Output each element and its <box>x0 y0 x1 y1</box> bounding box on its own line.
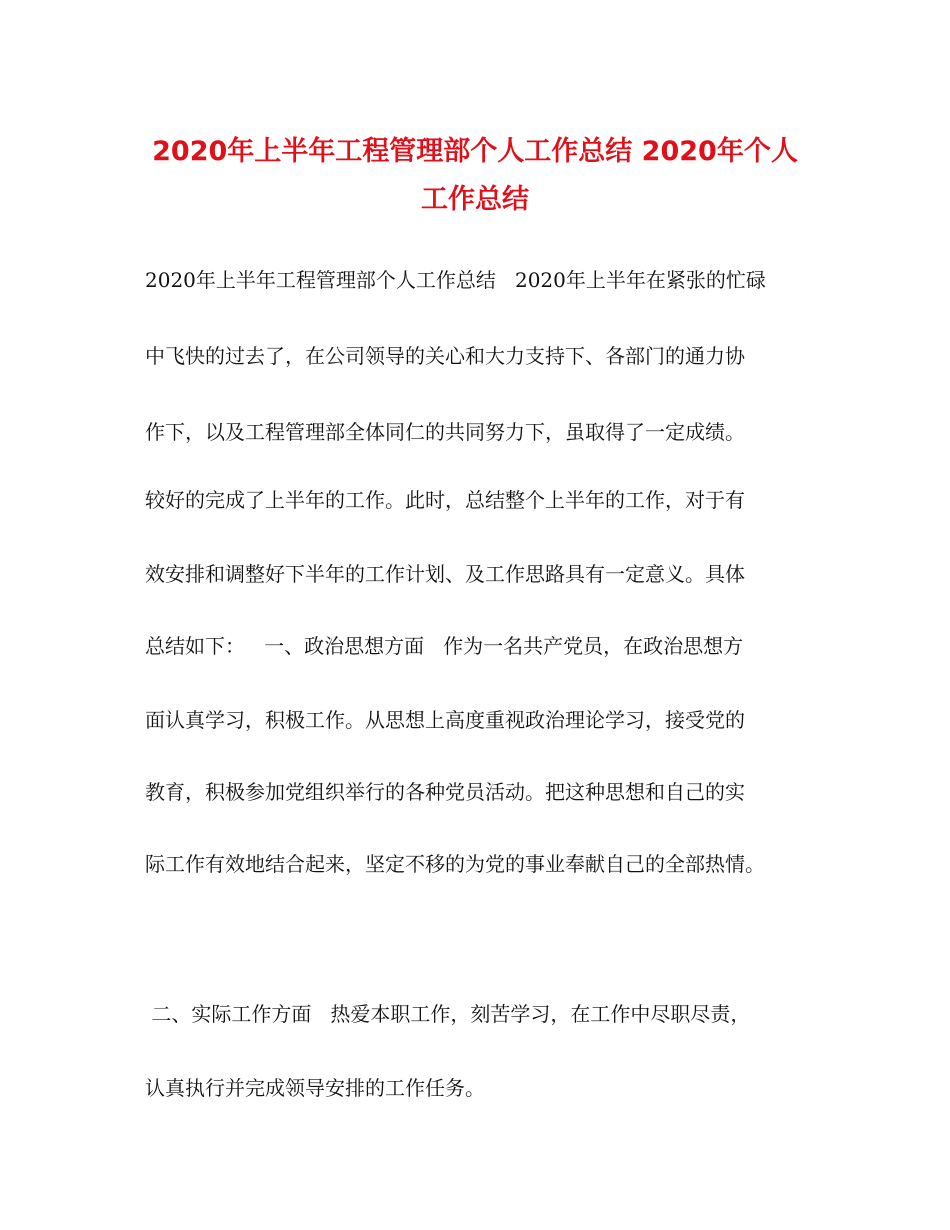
title-line-2: 工作总结 <box>421 184 529 215</box>
body-line: 2020年上半年工程管理部个人工作总结 2020年上半年在紧张的忙碌 <box>145 268 766 292</box>
body-line: 总结如下： 一、政治思想方面 作为一名共产党员，在政治思想方 <box>145 634 744 658</box>
title-line-1: 2020年上半年工程管理部个人工作总结 2020年个人 <box>152 136 798 167</box>
body-line: 教育，积极参加党组织举行的各种党员活动。把这种思想和自己的实 <box>145 780 745 804</box>
body-line: 面认真学习，积极工作。从思想上高度重视政治理论学习，接受党的 <box>145 708 745 732</box>
body-line: 二、实际工作方面 热爱本职工作，刻苦学习，在工作中尽职尽责， <box>145 1002 751 1026</box>
body-line: 作下，以及工程管理部全体同仁的共同努力下，虽取得了一定成绩。 <box>145 420 745 444</box>
body-line: 较好的完成了上半年的工作。此时，总结整个上半年的工作，对于有 <box>145 488 745 512</box>
body-line: 认真执行并完成领导安排的工作任务。 <box>145 1076 485 1100</box>
document-title <box>120 128 830 224</box>
body-line: 效安排和调整好下半年的工作计划、及工作思路具有一定意义。具体 <box>145 562 745 586</box>
body-line: 中飞快的过去了，在公司领导的关心和大力支持下、各部门的通力协 <box>145 344 745 368</box>
body-line: 际工作有效地结合起来，坚定不移的为党的事业奉献自己的全部热情。 <box>145 852 765 876</box>
